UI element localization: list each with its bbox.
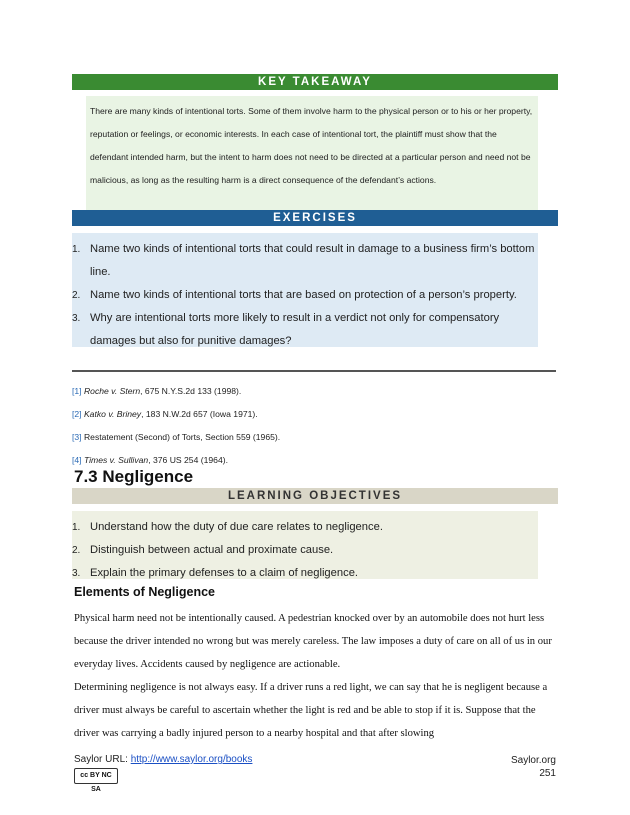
footer-site: Saylor.org	[510, 755, 556, 766]
section-title: 7.3 Negligence	[74, 467, 194, 486]
footer-url: Saylor URL: http://www.saylor.org/books	[74, 754, 253, 765]
list-item: 2. Name two kinds of intentional torts that are based on protection of a person’s property.	[72, 289, 517, 301]
body-paragraph: Determining negligence is not always easy. If a driver runs a red light, we can say that he is negligent because a driver must always be careful to ascertain whether the light is red and be able to stop if it is. Suppose that the driver was carrying a badly injured person to a nearby hospital and that after slowing	[74, 682, 548, 739]
footnote: [4] Times v. Sullivan, 376 US 254 (1964).	[72, 455, 228, 465]
subsection-title: Elements of Negligence	[74, 585, 216, 599]
saylor-books-link[interactable]: http://www.saylor.org/books	[130, 754, 253, 765]
list-item: 3. Explain the primary defenses to a claim of negligence.	[72, 567, 359, 579]
list-item: 1. Understand how the duty of due care relates to negligence.	[72, 521, 383, 533]
learning-objectives-heading: LEARNING OBJECTIVES	[72, 488, 558, 504]
learning-objectives-list	[72, 516, 538, 585]
footnote-ref-link[interactable]: [1]	[72, 386, 82, 396]
body-paragraph: Physical harm need not be intentionally caused. A pedestrian knocked over by an automobile does not hurt less because the driver intended no wrong but was merely careless. The law imposes a duty of care on all of us in our everyday lives. Accidents caused by negligence are actionable.	[74, 613, 552, 670]
list-item: 1. Name two kinds of intentional torts that could result in damage to a business firm’s bottom line.	[72, 243, 535, 278]
footnote-ref-link[interactable]: [3]	[72, 432, 82, 442]
footer-site-page	[490, 754, 556, 780]
exercises-list	[72, 238, 538, 353]
footnote: [3] Restatement (Second) of Torts, Section 559 (1965).	[72, 432, 281, 442]
footnote-ref-link[interactable]: [2]	[72, 409, 82, 419]
footnote-divider	[72, 370, 556, 372]
creative-commons-license-icon[interactable]: cc BY NC SA	[74, 768, 118, 784]
footnote: [1] Roche v. Stern, 675 N.Y.S.2d 133 (1998).	[72, 386, 242, 396]
list-item: 2. Distinguish between actual and proximate cause.	[72, 544, 334, 556]
key-takeaway-text: There are many kinds of intentional torts. Some of them involve harm to the physical person or to his or her property, reputation or feelings, or economic interests. In each case of intentional tort, the plaintiff must show that the defendant intended harm, but the intent to harm does not need to be directed at a particular person and need not be malicious, as long as the resulting harm is a direct consequence of the defendant’s actions.	[90, 106, 533, 185]
footnote: [2] Katko v. Briney, 183 N.W.2d 657 (Iowa 1971).	[72, 409, 258, 419]
key-takeaway-heading: KEY TAKEAWAY	[72, 74, 558, 90]
exercises-heading: EXERCISES	[72, 210, 558, 226]
page-number: 251	[539, 768, 556, 779]
list-item: 3. Why are intentional torts more likely to result in a verdict not only for compensatory damages but also for punitive damages?	[72, 312, 500, 347]
footnote-ref-link[interactable]: [4]	[72, 455, 82, 465]
